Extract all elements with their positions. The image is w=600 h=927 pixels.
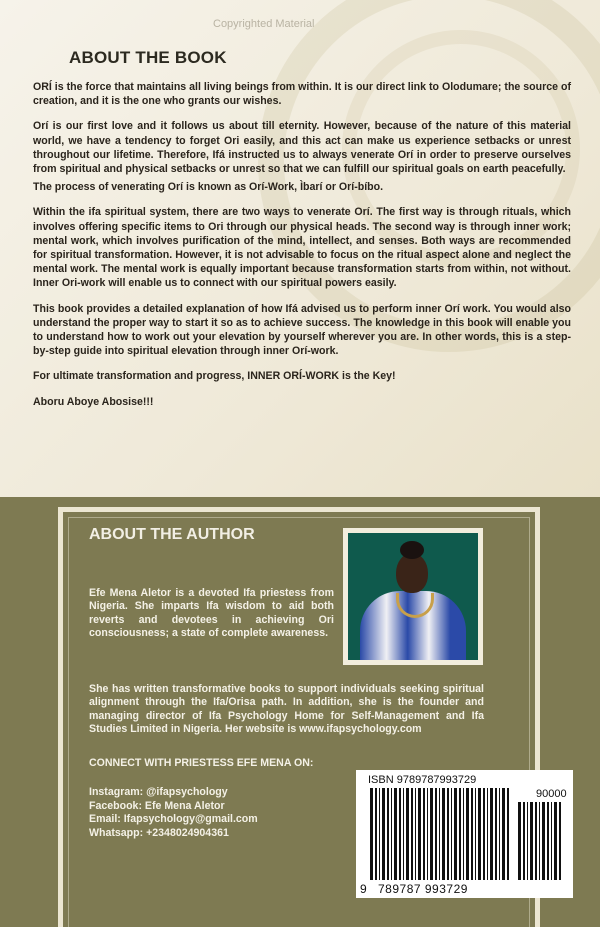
barcode-bar [430,788,433,880]
barcode-bar [423,788,425,880]
author-bio-intro: Efe Mena Aletor is a devoted Ifa priestess from Nigeria. She imparts Ifa wisdom to aid both reverts and devotees in achieving Ori consciousness; a state of complete awareness. [89,587,334,639]
barcode-bar [507,788,509,880]
barcode-bar [487,788,488,880]
book-paragraph: This book provides a detailed explanation of how Ifá advised us to perform inner Orí work. You would also understand the proper way to start it so as to achieve success. The knowledge in this book will enable you to understand how to work out your elevation by yourself wherever you are. In other words, this is a step-by-step guide into spiritual elevation through inner Orí-work. [33,302,571,358]
contact-whatsapp: Whatsapp: +2348024904361 [89,826,229,839]
author-photo-background [348,533,478,660]
price-code: 90000 [536,788,567,800]
barcode-bars [370,788,510,880]
book-paragraph: Aboru Aboye Abosise!!! [33,395,154,408]
barcode-bar [427,788,428,880]
connect-heading: CONNECT WITH PRIESTESS EFE MENA ON: [89,757,314,769]
author-photo [343,528,483,665]
barcode-bar [547,802,549,880]
author-photo-hair [400,541,424,559]
author-photo-face [396,553,428,593]
barcode-bar [502,788,505,880]
barcode-bar [471,788,473,880]
barcode-bar [523,802,525,880]
isbn-barcode [356,770,573,898]
barcode-bar [399,788,401,880]
barcode-bar [554,802,557,880]
barcode-bar [463,788,464,880]
about-book-text [33,80,571,420]
barcode-bar [382,788,385,880]
barcode-bar [379,788,380,880]
book-paragraph: Within the ifa spiritual system, there are two ways to venerate Orí. The first way is through rituals, which involves offering specific items to Ori through our physical heads. The second way is through inner work; mental work, which involves purification of the mind, intellect, and senses. Both ways are recommended for spiritual transformation. However, it is not advisable to focus on the ritual aspect alone and neglect the mental work. The mental work is equally important because transformation starts from within, not without. Inner Ori-work will enable us to connect with our spiritual powers easily. [33,206,571,290]
barcode-bar [527,802,528,880]
barcode-bar [435,788,437,880]
contact-email: Email: Ifapsychology@gmail.com [89,813,258,826]
barcode-digits: 789787 993729 [378,882,468,896]
barcode-bar [391,788,392,880]
contact-instagram: Instagram: @ifapsychology [89,786,228,798]
barcode-bar [478,788,481,880]
barcode-bar [403,788,404,880]
barcode-bar [415,788,416,880]
barcode-first-digit: 9 [360,882,367,896]
isbn-label: ISBN 9789787993729 [368,774,477,786]
book-paragraph: The process of venerating Orí is known as Orí-Work, Ìbarí or Orí-bíbo. [33,181,384,194]
copyright-watermark: Copyrighted Material [213,18,315,30]
barcode-bar [530,802,533,880]
barcode-bar [442,788,445,880]
barcode-bar [539,802,540,880]
barcode-bar [387,788,389,880]
barcode-bar [551,802,552,880]
contact-list [89,786,258,840]
barcode-bar [439,788,440,880]
about-author-heading: ABOUT THE AUTHOR [89,526,255,543]
barcode-bar [375,788,377,880]
barcode-bar [394,788,397,880]
barcode-bar [406,788,409,880]
book-paragraph: For ultimate transformation and progress, INNER ORÍ-WORK is the Key! [33,370,396,383]
barcode-bar [475,788,476,880]
barcode-bar [451,788,452,880]
barcode-bar [535,802,537,880]
book-paragraph: ORÍ is the force that maintains all living beings from within. It is our direct link to Olodumare; the source of creation, and it is the one who grants our wishes. [33,81,571,108]
barcode-bar [483,788,485,880]
barcode-bar [559,802,561,880]
barcode-bar [466,788,469,880]
barcode-bar [454,788,457,880]
barcode-bar [490,788,493,880]
barcode-bar [518,802,521,880]
barcode-bar [459,788,461,880]
barcode-bar [542,802,545,880]
barcode-bar [418,788,421,880]
barcode-bar [499,788,500,880]
barcode-bar [495,788,497,880]
barcode-bar [447,788,449,880]
about-book-heading: ABOUT THE BOOK [69,48,227,67]
barcode-bar [370,788,373,880]
addon-barcode-bars [518,802,566,880]
contact-facebook: Facebook: Efe Mena Aletor [89,799,225,812]
barcode-bar [411,788,413,880]
book-paragraph: Orí is our first love and it follows us about till eternity. However, because of the nature of this material world, we have a tendency to forget Ori easily, and this act can make us experience setbacks or unrest throughout our lifetime. Therefore, Ifá instructed us to always venerate Orí in order to preserve ourselves from spiritual and physical setbacks or unrest so that we can fulfill our spiritual goals on earth peacefully. [33,120,571,176]
author-bio-books: She has written transformative books to support individuals seeking spiritual alignment through the Ifa/Orisa path. In addition, she is the founder and managing director of Ifa Psychology Home for Self-Management and Ifa Studies Limited in Nigeria. Her website is www.ifapsychology.com [89,683,484,735]
